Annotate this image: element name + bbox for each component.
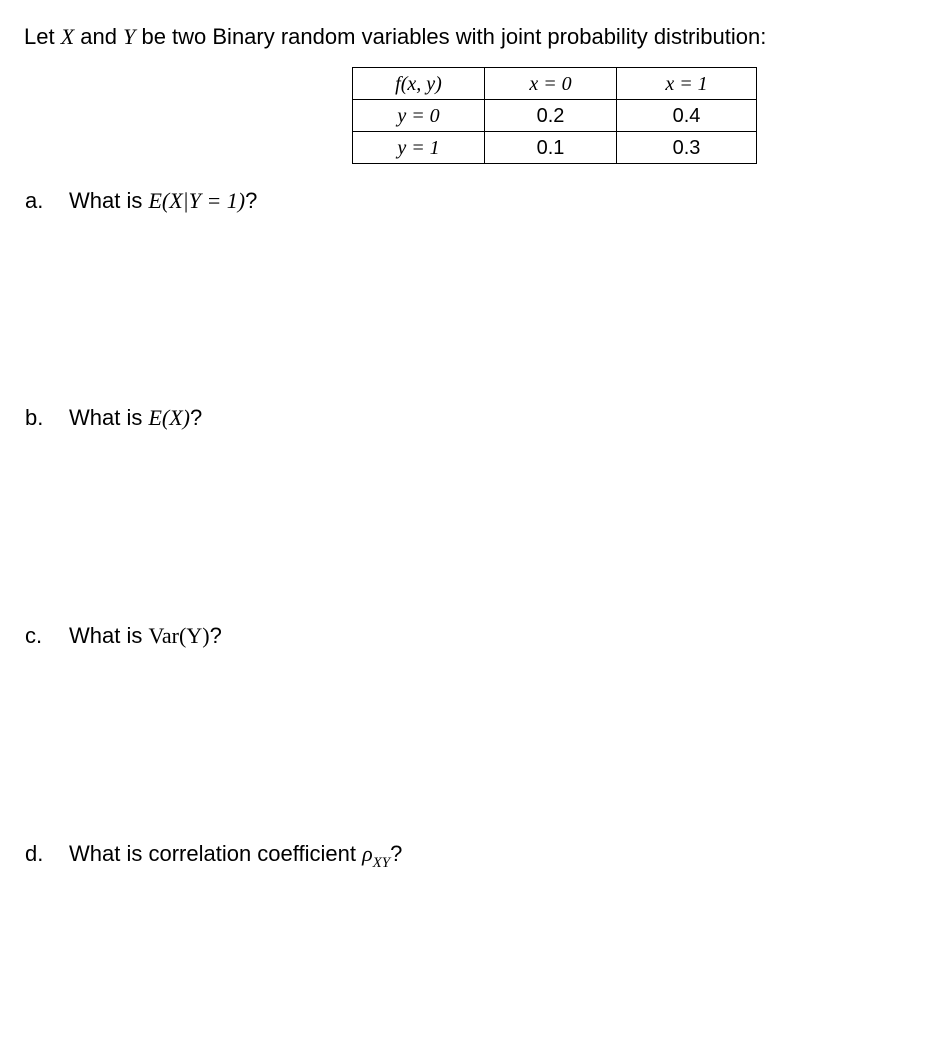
table-cell: 0.1: [485, 132, 617, 164]
question-math: E(X|Y = 1): [148, 188, 246, 213]
question-text: [69, 403, 202, 433]
question-end: ?: [190, 405, 203, 430]
question-math: ρ: [362, 841, 373, 866]
question-letter: a.: [25, 188, 44, 213]
table-row-label: y = 0: [353, 100, 485, 132]
question-end: ?: [209, 623, 222, 648]
table-row: [353, 100, 757, 132]
question-prefix: What is: [69, 405, 149, 430]
question-letter: b.: [25, 405, 44, 430]
question-end: ?: [390, 841, 403, 866]
question-math-subscript: XY: [372, 855, 391, 871]
table-cell: 0.3: [617, 132, 757, 164]
problem-statement: [24, 22, 766, 52]
question-text: [69, 839, 402, 878]
intro-prefix: Let: [24, 24, 61, 49]
question-text: [69, 621, 222, 651]
question-end: ?: [245, 188, 258, 213]
table-header-cell: x = 0: [485, 68, 617, 100]
table-header-row: [353, 68, 757, 100]
table-cell: 0.4: [617, 100, 757, 132]
question-text: [69, 186, 257, 216]
table-row: [353, 132, 757, 164]
intro-suffix: be two Binary random variables with joint probability distribution:: [135, 24, 767, 49]
question-math: E(X): [148, 405, 190, 430]
variable-x: X: [60, 24, 75, 49]
intro-and: and: [74, 24, 124, 49]
variable-y: Y: [123, 24, 136, 49]
table-header-cell: x = 1: [617, 68, 757, 100]
joint-distribution-table: [352, 67, 757, 164]
question-math: Var(Y): [148, 623, 210, 648]
question-prefix: What is: [69, 623, 149, 648]
table-cell: 0.2: [485, 100, 617, 132]
question-prefix: What is: [69, 188, 149, 213]
table-header-cell: f(x, y): [353, 68, 485, 100]
question-letter: c.: [25, 623, 43, 648]
question-prefix: What is correlation coefficient: [69, 841, 363, 866]
table-row-label: y = 1: [353, 132, 485, 164]
question-letter: d.: [25, 841, 44, 866]
